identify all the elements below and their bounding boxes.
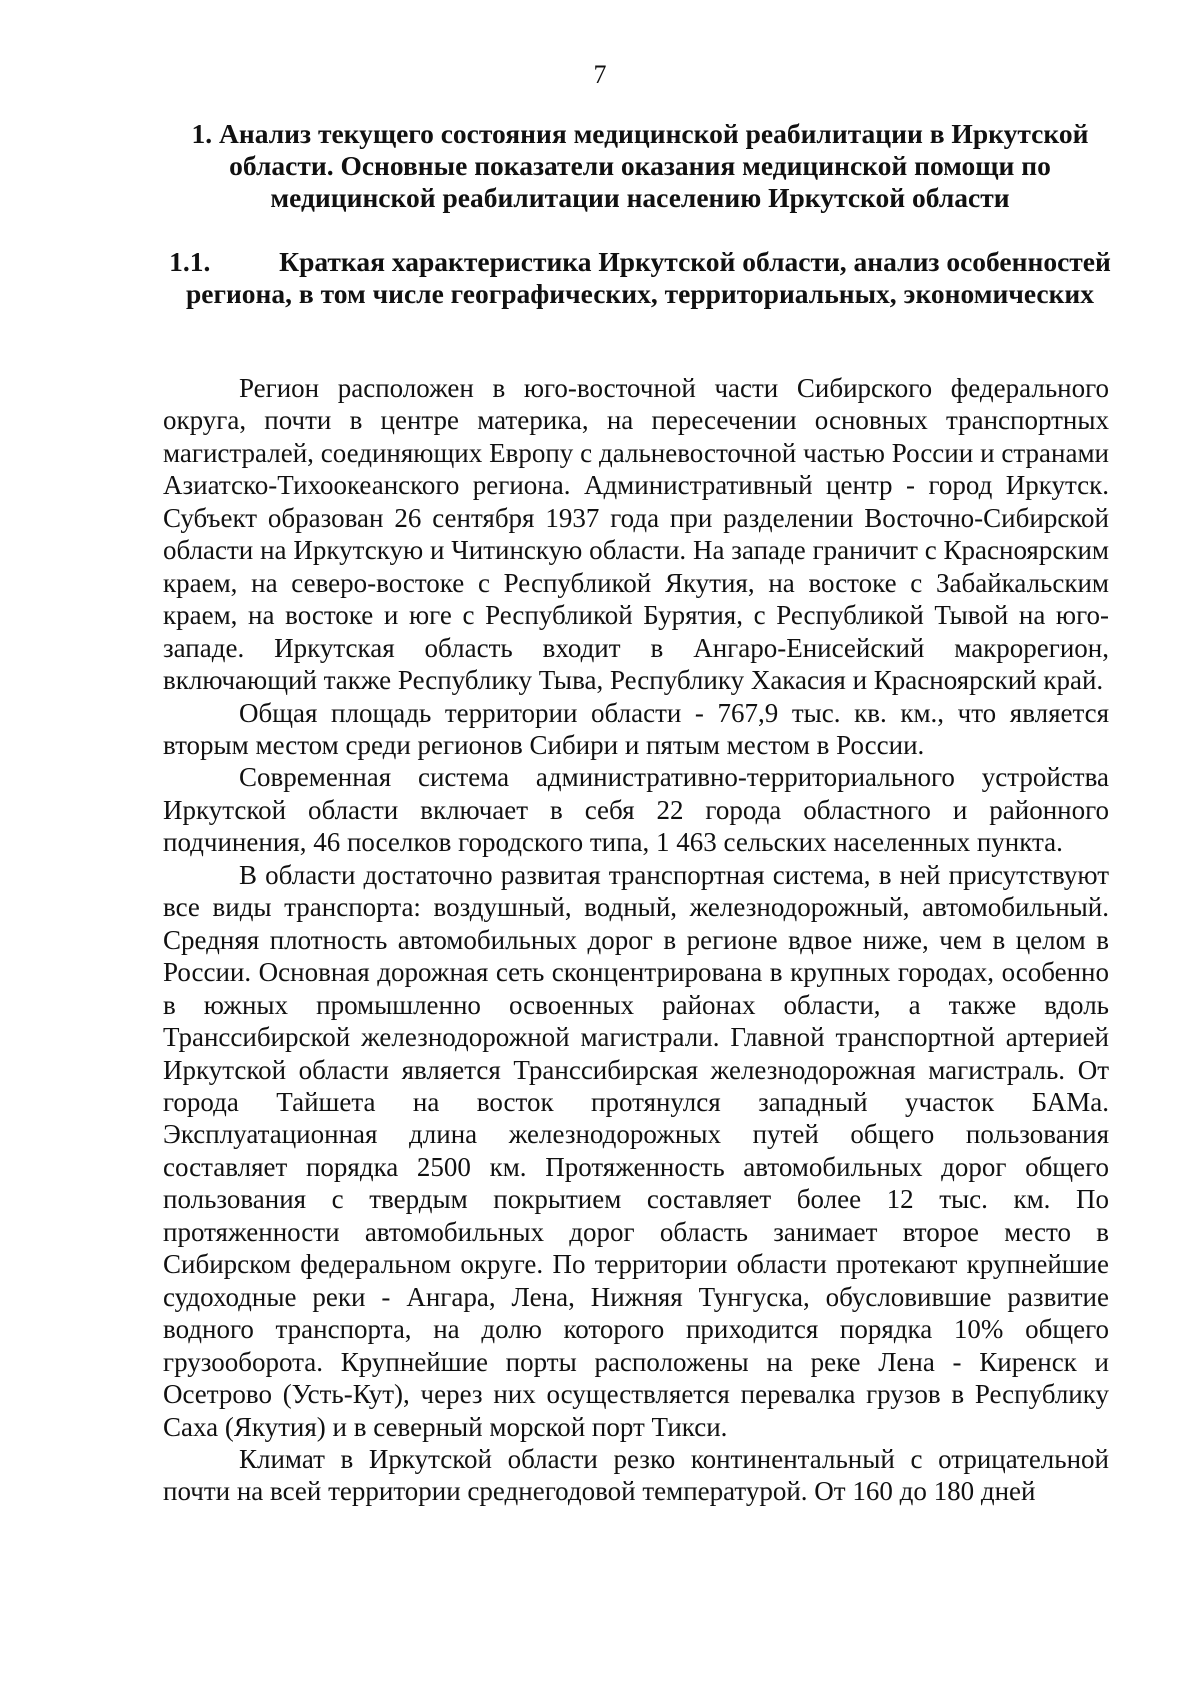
section-heading: 1. Анализ текущего состояния медицинской реабилитации в Иркутской области. Основные показатели оказания медицинской помощи по медицинской реабилитации населению Иркутской области [191, 118, 1089, 213]
paragraph-area: Общая площадь территории области - 767,9 тыс. кв. км., что является вторым местом среди регионов Сибири и пятым местом в России. [163, 697, 1109, 760]
page-number: 7 [593, 60, 607, 89]
subsection-heading [160, 246, 1120, 310]
paragraph-transport: В области достаточно развитая транспортная система, в ней присутствуют все виды транспорта: воздушный, водный, железнодорожный, автомобильный. Средняя плотность автомобильных дорог в регионе вдвое ниже, чем в целом в России. Основная дорожная сеть сконцентрирована в крупных городах, особенно в южных промышленно освоенных районах области, а также вдоль Транссибирской железнодорожной магистрали. Главной транспортной артерией Иркутской области является Транссибирская железнодорожная магистраль. От города Тайшета на восток протянулся западный участок БАМа. Эксплуатационная длина железнодорожных путей общего пользования составляет порядка 2500 км. Протяженность автомобильных дорог общего пользования с твердым покрытием составляет более 12 тыс. км. По протяженности автомобильных дорог область занимает второе место в Сибирском федеральном округе. По территории области протекают крупнейшие судоходные реки - Ангара, Лена, Нижняя Тунгуска, обусловившие развитие водного транспорта, на долю которого приходится порядка 10% общего грузооборота. Крупнейшие порты расположены на реке Лена - Киренск и Осетрово (Усть-Кут), через них осуществляется перевалка грузов в Республику Саха (Якутия) и в северный морской порт Тикси. [163, 859, 1109, 1442]
body-text [163, 372, 1109, 1508]
subsection-title: Краткая характеристика Иркутской области, анализ особенностей региона, в том числе географических, территориальных, экономических [185, 246, 1111, 309]
paragraph-climate: Климат в Иркутской области резко континентальный с отрицательной почти на всей территории среднегодовой температурой. От 160 до 180 дней [163, 1443, 1109, 1507]
paragraph-administrative-structure: Современная система административно-территориального устройства Иркутской области включает в себя 22 города областного и районного подчинения, 46 поселков городского типа, 1 463 сельских населенных пункта. [163, 762, 1109, 858]
subsection-number: 1.1. [169, 246, 211, 277]
paragraph-region-location: Регион расположен в юго-восточной части Сибирского федерального округа, почти в центре материка, на пересечении основных транспортных магистралей, соединяющих Европу с дальневосточной частью России и странами Азиатско-Тихоокеанского региона. Административный центр - город Иркутск. Субъект образован 26 сентября 1937 года при разделении Восточно-Сибирской области на Иркутскую и Читинскую области. На западе граничит с Красноярским краем, на северо-востоке с Республикой Якутия, на востоке с Забайкальским краем, на востоке и юге с Республикой Бурятия, с Республикой Тывой на юго-западе. Иркутская область входит в Ангаро-Енисейский макрорегион, включающий также Республику Тыва, Республику Хакасия и Красноярский край. [163, 373, 1109, 696]
